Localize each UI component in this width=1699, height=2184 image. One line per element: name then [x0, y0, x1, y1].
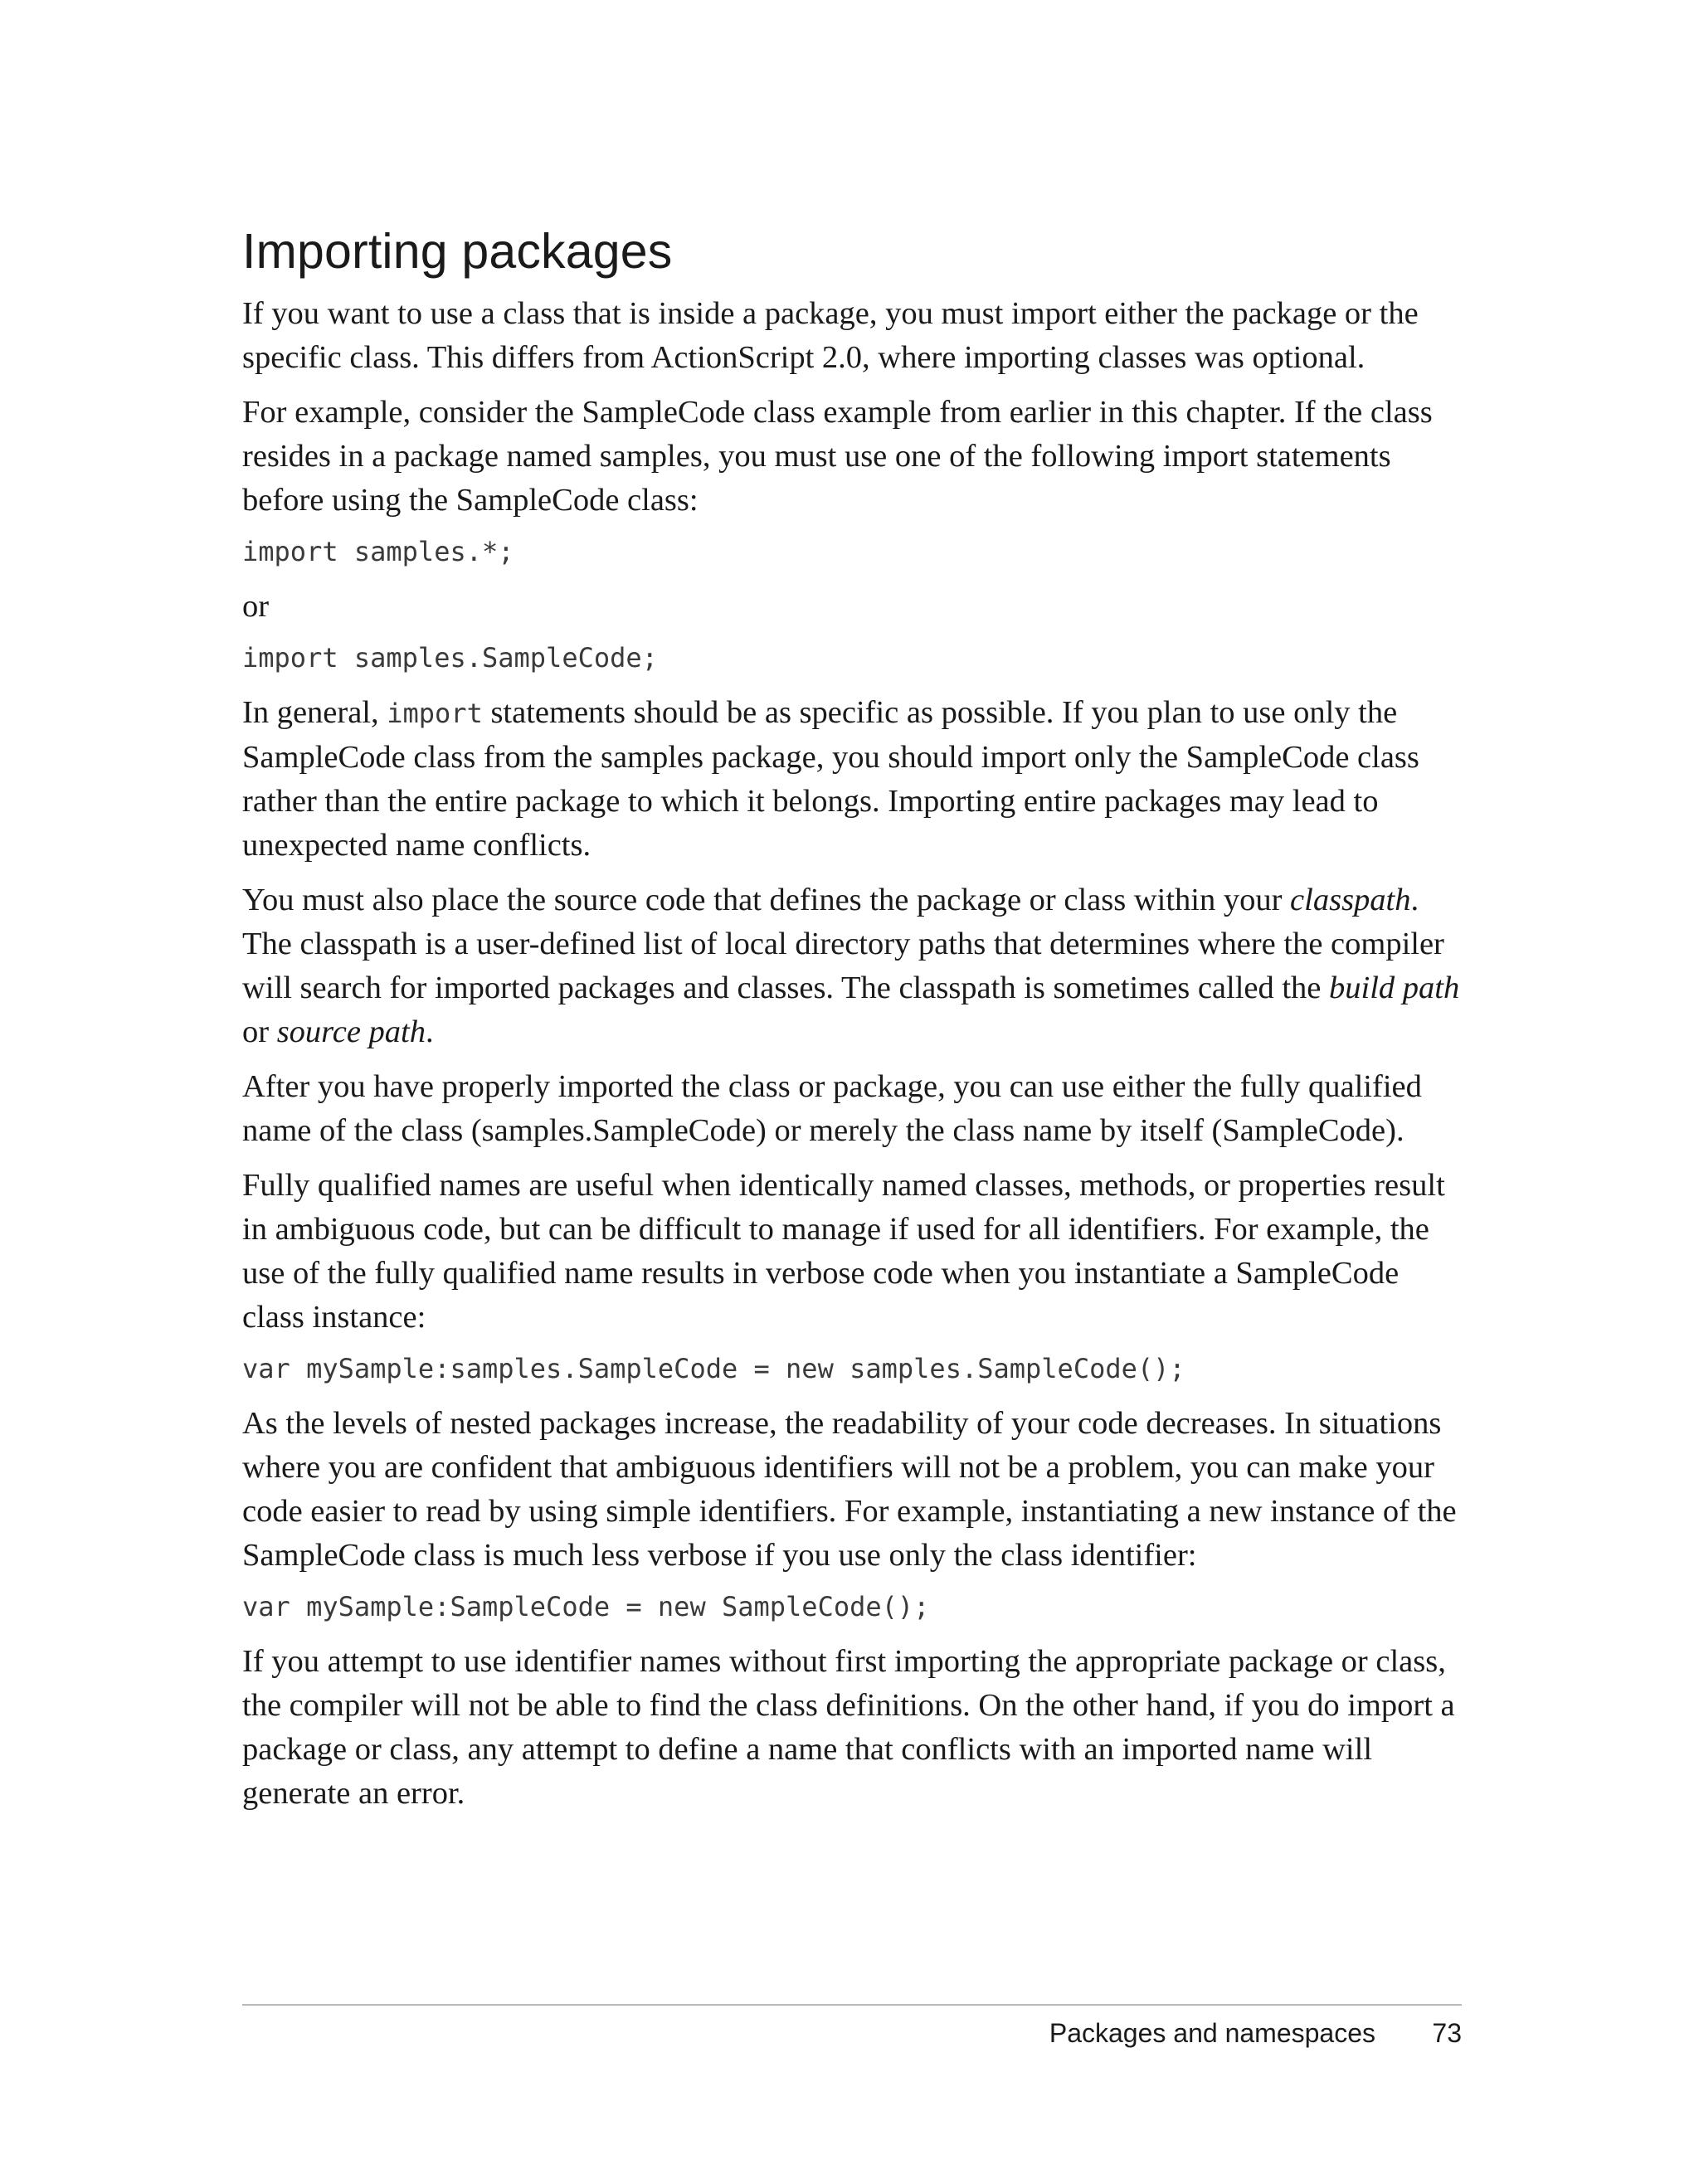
paragraph-7: As the levels of nested packages increase, the readability of your code decreases. In situations where you are confident that ambiguous identifiers will not be a problem, you can make your code easier to read by using simple identifiers. For example, instantiating a new instance of the SampleCode class is much less verbose if you use only the class identifier:	[242, 1406, 1457, 1573]
paragraph-8: If you attempt to use identifier names without first importing the appropriate package or class, the compiler will not be able to find the class definitions. On the other hand, if you do import a package or class, any attempt to define a name that conflicts with an imported name will generate an error.	[242, 1644, 1455, 1811]
paragraph-3	[242, 691, 1462, 868]
code-import-wildcard: import samples.*;	[242, 536, 514, 567]
paragraph-6: Fully qualified names are useful when identically named classes, methods, or properties result in ambiguous code, but can be difficult to manage if used for all identifiers. For example, the use of the fully qualified name results in verbose code when you instantiate a SampleCode class instance:	[242, 1168, 1445, 1335]
paragraph-3-rest: statements should be as specific as possible. If you plan to use only the SampleCode class from the samples package, you should import only the SampleCode class rather than the entire package to which it belongs. Importing entire packages may lead to unexpected name conflicts.	[242, 695, 1419, 863]
paragraph-5: After you have properly imported the class or package, you can use either the fully qualified name of the class (samples.SampleCode) or merely the class name by itself (SampleCode).	[242, 1069, 1422, 1148]
code-simple-instantiation: var mySample:SampleCode = new SampleCode();	[242, 1591, 930, 1622]
paragraph-1: If you want to use a class that is inside a package, you must import either the package or the specific class. This differs from ActionScript 2.0, where importing classes was optional.	[242, 296, 1419, 375]
page-footer	[242, 2012, 1462, 2054]
paragraph-3-start: In general,	[242, 695, 387, 730]
paragraph-4-part-b: . The classpath is a user-defined list of local directory paths that determines where the compiler will search for imported packages and classes. The classpath is sometimes called the	[242, 883, 1444, 1005]
page-title: Importing packages	[242, 224, 673, 279]
page-content	[242, 222, 1462, 1826]
paragraph-4	[242, 878, 1462, 1054]
footer-divider	[242, 2004, 1462, 2006]
paragraph-4-part-d: .	[426, 1014, 434, 1049]
term-classpath: classpath	[1290, 883, 1411, 917]
code-import-class: import samples.SampleCode;	[242, 642, 658, 674]
paragraph-2: For example, consider the SampleCode class example from earlier in this chapter. If the class resides in a package named samples, you must use one of the following import statements before using the SampleCode class:	[242, 395, 1433, 518]
paragraph-4-part-a: You must also place the source code that defines the package or class within your	[242, 883, 1291, 917]
code-qualified-instantiation: var mySample:samples.SampleCode = new samples.SampleCode();	[242, 1353, 1185, 1384]
paragraph-or: or	[242, 589, 270, 624]
term-build-path: build path	[1329, 970, 1460, 1005]
page-number: 73	[1432, 2018, 1462, 2048]
paragraph-4-part-c: or	[242, 1014, 277, 1049]
term-source-path: source path	[276, 1014, 426, 1049]
footer-section-title: Packages and namespaces	[1049, 2018, 1375, 2048]
inline-code-import: import	[387, 698, 483, 729]
